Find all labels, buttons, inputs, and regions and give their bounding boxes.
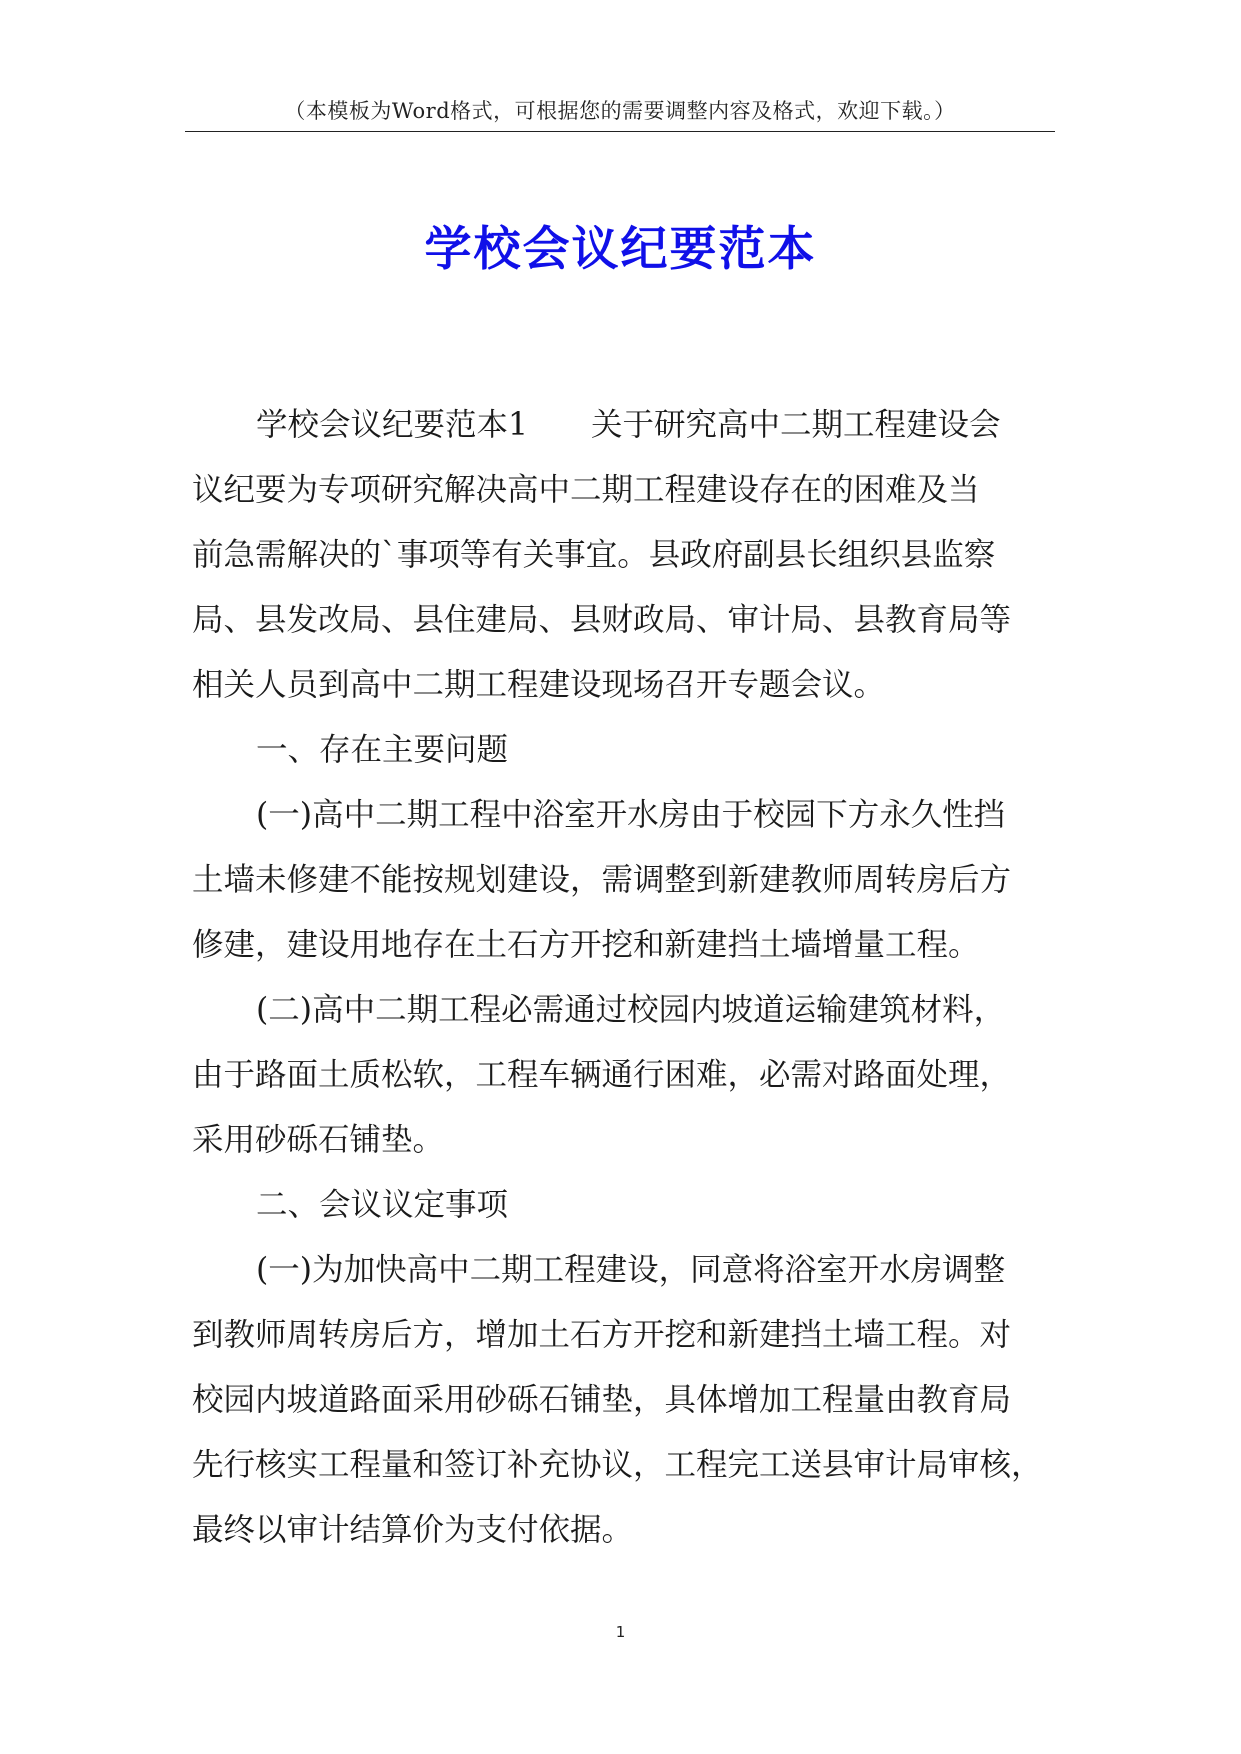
text-line: 前急需解决的`事项等有关事宜。县政府副县长组织县监察 <box>192 537 996 573</box>
text-line: 土墙未修建不能按规划建设，需调整到新建教师周转房后方 <box>192 862 1012 898</box>
text-line: (一)为加快高中二期工程建设，同意将浴室开水房调整 <box>256 1252 1006 1288</box>
text-line: 二、会议议定事项 <box>256 1187 509 1223</box>
paragraph-issue-1 <box>192 783 1052 978</box>
paragraph-decision-1 <box>192 1238 1052 1563</box>
page-number: 1 <box>615 1623 626 1641</box>
text-line: (一)高中二期工程中浴室开水房由于校园下方永久性挡 <box>256 797 1006 833</box>
text-line: (二)高中二期工程必需通过校园内坡道运输建筑材料， <box>256 992 1006 1028</box>
text-line: 议纪要为专项研究解决高中二期工程建设存在的困难及当 <box>192 472 980 508</box>
text-line: 先行核实工程量和签订补充协议，工程完工送县审计局审核， <box>192 1447 1043 1483</box>
section-heading-issues <box>192 718 1052 783</box>
text-line: 学校会议纪要范本1 关于研究高中二期工程建设会 <box>256 407 1001 443</box>
text-line: 相关人员到高中二期工程建设现场召开专题会议。 <box>192 667 886 703</box>
document-title: 学校会议纪要范本 <box>424 222 817 277</box>
text-line: 采用砂砾石铺垫。 <box>192 1122 445 1158</box>
text-line: 一、存在主要问题 <box>256 732 509 768</box>
document-body <box>192 393 1052 1563</box>
text-line: 由于路面土质松软，工程车辆通行困难，必需对路面处理， <box>192 1057 1012 1093</box>
header-divider <box>185 131 1055 132</box>
text-line: 最终以审计结算价为支付依据。 <box>192 1512 634 1548</box>
paragraph-intro <box>192 393 1052 718</box>
text-line: 局、县发改局、县住建局、县财政局、审计局、县教育局等 <box>192 602 1012 638</box>
text-line: 校园内坡道路面采用砂砾石铺垫，具体增加工程量由教育局 <box>192 1382 1012 1418</box>
section-heading-decisions <box>192 1173 1052 1238</box>
text-line: 修建，建设用地存在土石方开挖和新建挡土墙增量工程。 <box>192 927 980 963</box>
text-line: 到教师周转房后方，增加土石方开挖和新建挡土墙工程。对 <box>192 1317 1012 1353</box>
paragraph-issue-2 <box>192 978 1052 1173</box>
header-note: （本模板为Word格式，可根据您的需要调整内容及格式，欢迎下载。） <box>284 99 956 123</box>
